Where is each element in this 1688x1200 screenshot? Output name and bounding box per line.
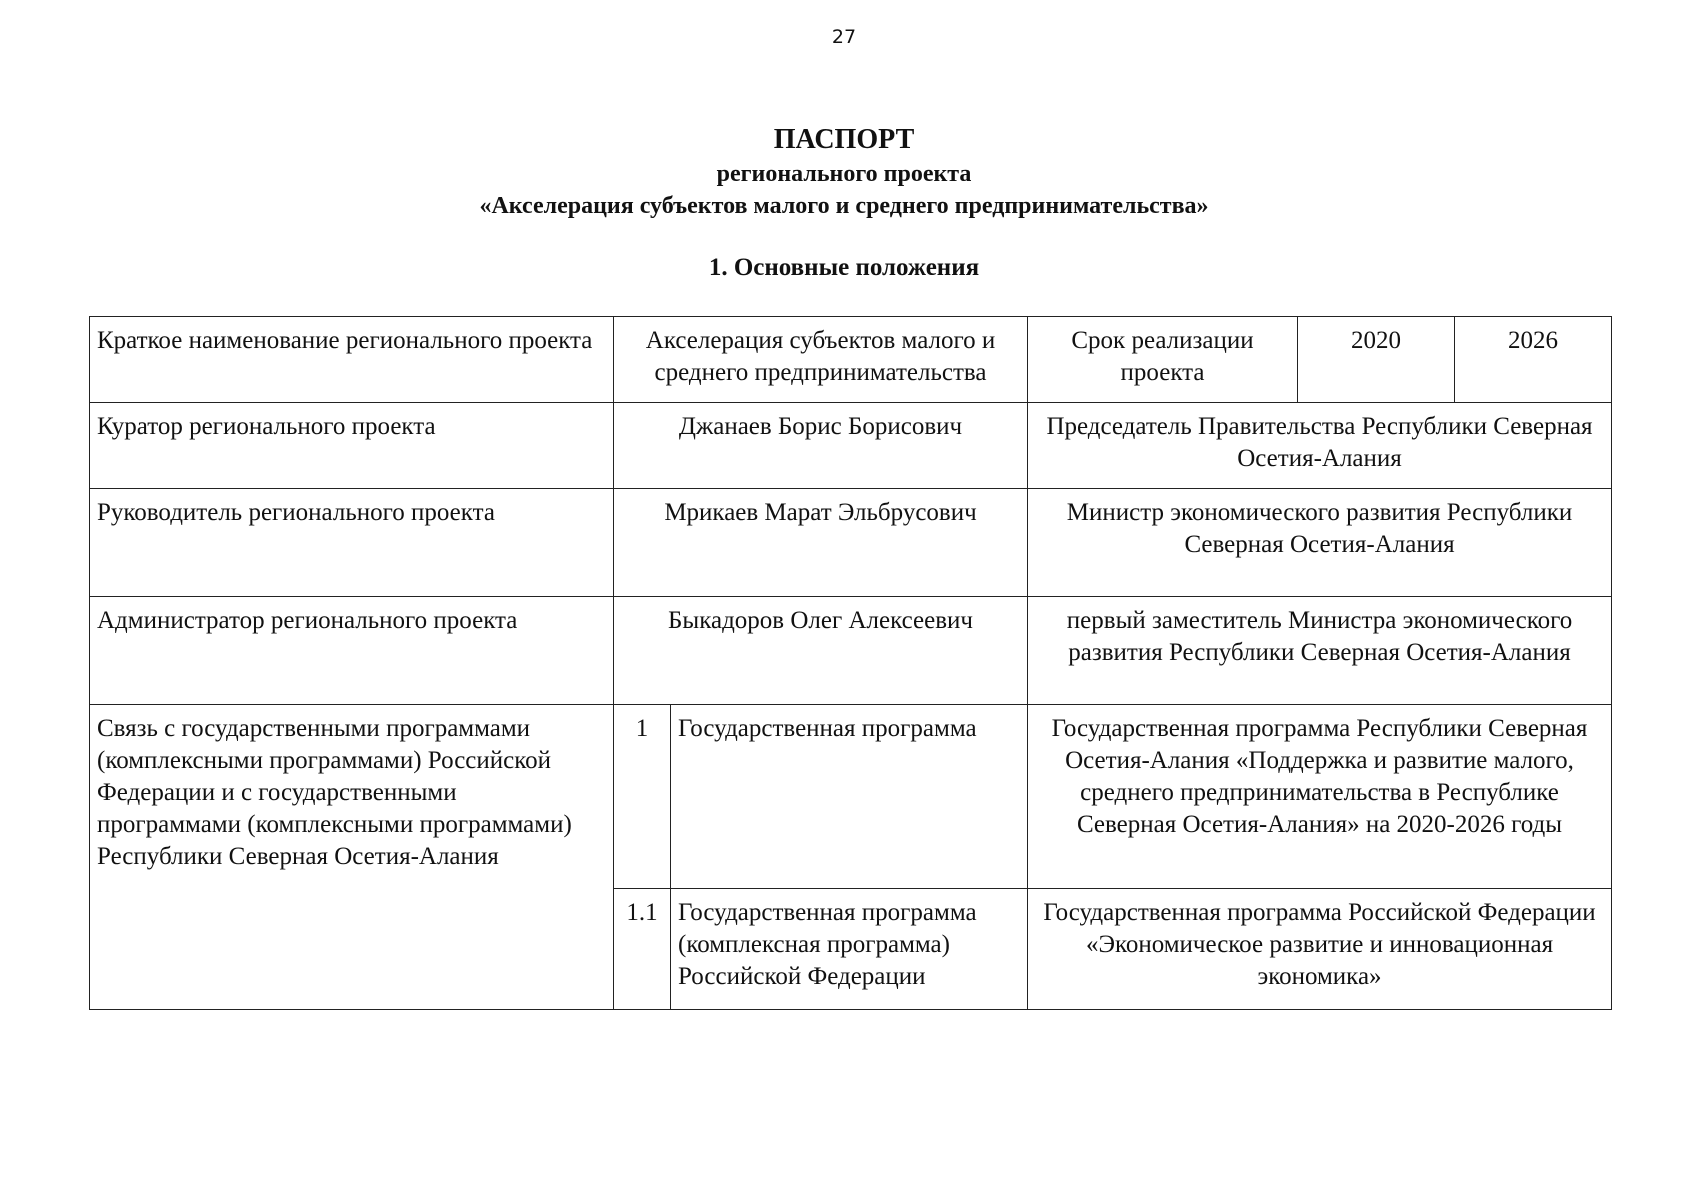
- curator-name: Джанаев Борис Борисович: [614, 403, 1028, 489]
- program-number: 1.1: [614, 889, 671, 1010]
- program-name: Государственная программа Республики Северная Осетия-Алания «Поддержка и развитие малого, среднего предпринимательства в Республике Северная Осетия-Алания» на 2020-2026 годы: [1028, 705, 1612, 889]
- document-title: [0, 122, 1688, 222]
- project-name-title: «Акселерация субъектов малого и среднего предпринимательства»: [479, 193, 1209, 219]
- start-year: 2020: [1298, 317, 1455, 403]
- administrator-label: Администратор регионального проекта: [90, 597, 614, 705]
- short-name-value: Акселерация субъектов малого и среднего предпринимательства: [614, 317, 1028, 403]
- program-number: 1: [614, 705, 671, 889]
- administrator-position: первый заместитель Министра экономического развития Республики Северная Осетия-Алания: [1028, 597, 1612, 705]
- page-number: 27: [831, 26, 857, 48]
- passport-table: [89, 316, 1612, 1010]
- title-main: ПАСПОРТ: [773, 124, 915, 155]
- curator-label: Куратор регионального проекта: [90, 403, 614, 489]
- table-row-administrator: [90, 597, 1612, 705]
- head-label: Руководитель регионального проекта: [90, 489, 614, 597]
- table-row-head: [90, 489, 1612, 597]
- table-row-short-name: [90, 317, 1612, 403]
- short-name-label: Краткое наименование регионального проекта: [90, 317, 614, 403]
- period-label: Срок реализации проекта: [1028, 317, 1298, 403]
- head-name: Мрикаев Марат Эльбрусович: [614, 489, 1028, 597]
- program-type: Государственная программа (комплексная программа) Российской Федерации: [671, 889, 1028, 1010]
- program-type: Государственная программа: [671, 705, 1028, 889]
- program-name: Государственная программа Российской Федерации «Экономическое развитие и инновационная экономика»: [1028, 889, 1612, 1010]
- curator-position: Председатель Правительства Республики Северная Осетия-Алания: [1028, 403, 1612, 489]
- programs-label: Связь с государственными программами (комплексными программами) Российской Федерации и с государственными программами (комплексными программами) Республики Северная Осетия-Алания: [90, 705, 614, 1010]
- head-position: Министр экономического развития Республики Северная Осетия-Алания: [1028, 489, 1612, 597]
- section-heading: 1. Основные положения: [708, 254, 980, 281]
- title-subtitle: регионального проекта: [716, 161, 972, 187]
- table-row-curator: [90, 403, 1612, 489]
- end-year: 2026: [1455, 317, 1612, 403]
- administrator-name: Быкадоров Олег Алексеевич: [614, 597, 1028, 705]
- table-row-program-1: [90, 705, 1612, 889]
